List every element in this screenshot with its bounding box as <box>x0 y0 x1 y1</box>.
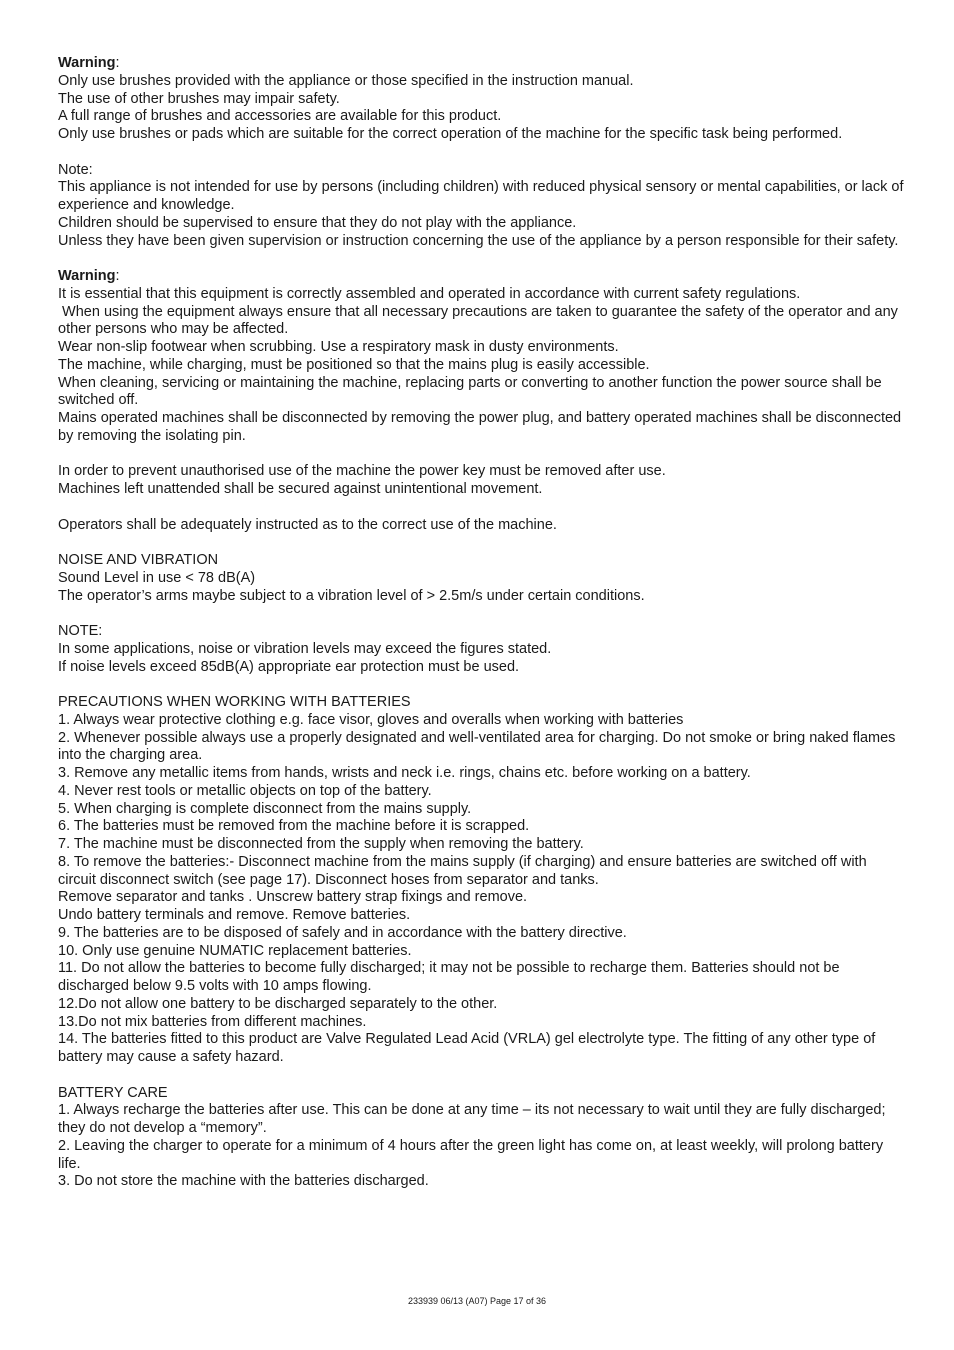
paragraph: If noise levels exceed 85dB(A) appropriate ear protection must be used. <box>58 658 520 675</box>
warning-heading: Warning: <box>58 55 120 71</box>
list-item: 2. Leaving the charger to operate for a minimum of 4 hours after the green light has come on, at least weekly, will prolong battery life. <box>58 1137 884 1172</box>
paragraph: The use of other brushes may impair safety. <box>58 90 340 107</box>
paragraph: Only use brushes provided with the appliance or those specified in the instruction manual. <box>58 72 634 89</box>
paragraph: Wear non-slip footwear when scrubbing. Use a respiratory mask in dusty environments. <box>58 339 619 355</box>
warning-section-safety <box>58 268 908 534</box>
list-item: 4. Never rest tools or metallic objects on top of the battery. <box>58 782 432 799</box>
list-item: 6. The batteries must be removed from the machine before it is scrapped. <box>58 818 530 835</box>
list-item: 5. When charging is complete disconnect from the mains supply. <box>58 800 472 817</box>
paragraph: Only use brushes or pads which are suitable for the correct operation of the machine for the specific task being performed. <box>58 126 843 142</box>
note-section-noise <box>58 623 908 676</box>
list-item: 13.Do not mix batteries from different machines. <box>58 1013 367 1030</box>
note-section-supervision <box>58 162 908 251</box>
section-heading: BATTERY CARE <box>58 1084 168 1101</box>
list-item: 9. The batteries are to be disposed of safely and in accordance with the battery directive. <box>58 924 627 941</box>
section-heading: NOISE AND VIBRATION <box>58 552 219 568</box>
list-item: 11. Do not allow the batteries to become fully discharged; it may not be possible to recharge them. Batteries should not be discharged below 9.5 volts with 10 amps flowing. <box>58 960 840 994</box>
list-item: 2. Whenever possible always use a properly designated and well-ventilated area for charging. Do not smoke or bring naked flames into the charging area. <box>58 729 896 764</box>
note-heading: Note: <box>58 161 93 178</box>
list-item: 12.Do not allow one battery to be discharged separately to the other. <box>58 995 498 1012</box>
battery-care-section <box>58 1085 908 1192</box>
list-item: 7. The machine must be disconnected from the supply when removing the battery. <box>58 836 584 852</box>
section-heading: PRECAUTIONS WHEN WORKING WITH BATTERIES <box>58 694 411 710</box>
list-item: 1. Always recharge the batteries after use. This can be done at any time – its not necessary to wait until they are fully discharged; they do not develop a “memory”. <box>58 1102 886 1136</box>
manual-page <box>58 55 908 1191</box>
warning-label: Warning <box>58 55 116 71</box>
paragraph: It is essential that this equipment is correctly assembled and operated in accordance with current safety regulations. <box>58 285 801 302</box>
paragraph: When cleaning, servicing or maintaining the machine, replacing parts or converting to another function the power source shall be switched off. <box>58 374 882 409</box>
paragraph: In some applications, noise or vibration levels may exceed the figures stated. <box>58 640 552 657</box>
paragraph: Children should be supervised to ensure that they do not play with the appliance. <box>58 214 577 231</box>
noise-vibration-section <box>58 552 908 605</box>
warning-section-brushes <box>58 55 908 144</box>
paragraph: The operator’s arms maybe subject to a vibration level of > 2.5m/s under certain conditions. <box>58 587 645 604</box>
paragraph: In order to prevent unauthorised use of the machine the power key must be removed after use. <box>58 463 666 480</box>
list-item: 3. Remove any metallic items from hands, wrists and neck i.e. rings, chains etc. before working on a battery. <box>58 765 751 781</box>
list-item: Remove separator and tanks . Unscrew battery strap fixings and remove. <box>58 889 528 906</box>
paragraph: A full range of brushes and accessories are available for this product. <box>58 108 502 125</box>
paragraph: Mains operated machines shall be disconnected by removing the power plug, and battery operated machines shall be disconnected by removing the isolating pin. <box>58 410 902 444</box>
list-item: Undo battery terminals and remove. Remove batteries. <box>58 907 411 923</box>
paragraph: Unless they have been given supervision or instruction concerning the use of the appliance by a person responsible for their safety. <box>58 232 899 249</box>
paragraph: Machines left unattended shall be secured against unintentional movement. <box>58 481 543 497</box>
list-item: 3. Do not store the machine with the batteries discharged. <box>58 1173 429 1190</box>
paragraph: The machine, while charging, must be positioned so that the mains plug is easily accessible. <box>58 356 650 373</box>
paragraph: When using the equipment always ensure that all necessary precautions are taken to guarantee the safety of the operator and any other persons who may be affected. <box>58 303 902 338</box>
list-item: 14. The batteries fitted to this product are Valve Regulated Lead Acid (VRLA) gel electrolyte type. The fitting of any other type of battery may cause a safety hazard. <box>58 1031 876 1065</box>
paragraph: Operators shall be adequately instructed as to the correct use of the machine. <box>58 516 557 533</box>
battery-precautions-section <box>58 694 908 1067</box>
note-heading: NOTE: <box>58 623 103 639</box>
list-item: 8. To remove the batteries:- Disconnect machine from the mains supply (if charging) and ensure batteries are switched off with circuit disconnect switch (see page 17). Disconnect hoses from separator and tanks. <box>58 853 867 888</box>
list-item: 1. Always wear protective clothing e.g. face visor, gloves and overalls when working with batteries <box>58 711 684 728</box>
paragraph: This appliance is not intended for use by persons (including children) with reduced physical sensory or mental capabilities, or lack of experience and knowledge. <box>58 179 904 213</box>
paragraph: Sound Level in use < 78 dB(A) <box>58 569 256 586</box>
page-footer: 233939 06/13 (A07) Page 17 of 36 <box>407 1296 547 1306</box>
warning-label: Warning <box>58 268 116 284</box>
list-item: 10. Only use genuine NUMATIC replacement batteries. <box>58 942 412 959</box>
warning-heading: Warning: <box>58 268 120 284</box>
